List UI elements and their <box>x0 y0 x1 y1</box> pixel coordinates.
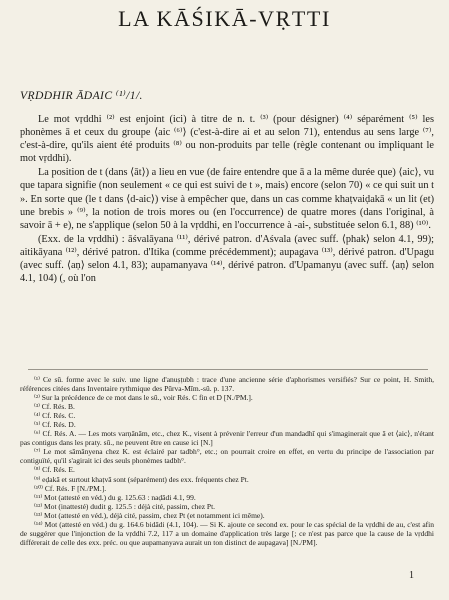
footnote-13: ⁽¹³⁾ Mot (attesté en véd.), déjà cité, passim, chez Pt (et notamment ici même). <box>34 510 265 520</box>
footnote-8: ⁽⁸⁾ Cf. Rés. E. <box>34 465 75 475</box>
footnote-5: ⁽⁵⁾ Cf. Rés. D. <box>34 420 76 430</box>
footnote-4: ⁽⁴⁾ Cf. Rés. C. <box>34 411 76 421</box>
footnote-divider <box>28 369 428 370</box>
footnote-14: ⁽¹⁴⁾ Mot (attesté en véd.) du g. 164.6 bidādi (4.1, 104). — Si K. ajoute ce second ex. pour le cas spécial de la vṛddhi de au, c'est afin de suggérer que l'injonction de la vṛddhi 7.2, 117 a un domaine d'application très large [; ce n'est pas parce que la cause de la vṛddhi différerait de celle des exx. préc. ou que aupamanyava aurait un ton distinct de aupagava] [N./PM]. <box>20 519 434 547</box>
page-number: 1 <box>409 570 414 581</box>
paragraph-2: La position de t (dans ⟨āt⟩) a lieu en vue (de faire entendre que ā a la même durée que) ⟨aic⟩, vu que tapara signifie (non seulement « ce qui est suivi de t », mais) encore (selon 70) « ce qui suit un t ». En sorte que (le t dans ⟨d-aic⟩) vise à empêcher que, dans un cas comme khaṭvaiḍakā « un lit (et) une brebis » ⁽⁹⁾, la notion de trois mores ou (en l'occurrence) de quatre mores (dans l'original, à savoir ā + e), ne s'applique (selon 50 à la vṛddhi, en l'occurrence à -ai-, substituée selon 6.1, 88) ⁽¹⁰⁾. <box>20 167 434 231</box>
footnote-9: ⁽⁹⁾ eḍakā et surtout khaṭvā sont (séparément) des exx. fréquents chez Pt. <box>34 474 249 484</box>
footnote-3: ⁽³⁾ Cf. Rés. B. <box>34 402 75 412</box>
footnote-6: ⁽⁶⁾ Cf. Rés. A. — Les mots varṇānām, etc., chez K., visent à prévenir l'erreur d'un mandadhī qui s'imaginerait que ā et ⟨aic⟩, n'étant pas contigus dans les praty. sū., ne peuvent être en cause ici [N.] <box>20 429 434 448</box>
sutra-heading: VṚDDHIR ĀDAIC ⁽¹⁾/1/. <box>20 89 143 102</box>
page-title: LA KĀŚIKĀ-VṚTTI <box>118 6 331 31</box>
footnotes <box>20 375 434 547</box>
footnote-10: ⁽¹⁰⁾ Cf. Rés. F [N./PM.]. <box>34 483 107 493</box>
paragraph-1: Le mot vṛddhi ⁽²⁾ est enjoint (ici) à titre de n. t. ⁽³⁾ (pour désigner) ⁽⁴⁾ séparément ⁽⁵⁾ les phonèmes ā et ceux du groupe ⟨aic ⁽⁶⁾⟩ (c'est-à-dire ai et au selon 71), entendus au sens large ⁽⁷⁾, c'est-à-dire, qu'ils aient été produits ⁽⁸⁾ ou non-produits par telle (règle contenant ou impliquant le mot vṛddhi). <box>20 114 434 165</box>
footnote-2: ⁽²⁾ Sur la précédence de ce mot dans le sū., voir Rés. C fin et D [N./PM.]. <box>34 393 253 403</box>
main-text <box>20 113 434 285</box>
footnote-11: ⁽¹¹⁾ Mot (attesté en véd.) du g. 125.63 : naḍādi 4.1, 99. <box>34 492 196 502</box>
footnote-7: ⁽⁷⁾ Le mot sāmānyena chez K. est éclairé par tadbh°, etc.; on pourrait croire en effet, en vertu du principe de l'association par contiguïté, qu'il s'agirait ici des seuls phonèmes tadbh°. <box>20 447 434 466</box>
footnote-12: ⁽¹²⁾ Mot (inattesté) dudit g. 125.5 : déjà cité, passim, chez Pt. <box>34 501 216 511</box>
footnote-1: ⁽¹⁾ Ce sū. forme avec le suiv. une ligne d'anuṣṭubh : trace d'une ancienne série d'aphorismes versifiés? Sur ce point, H. Smith, références citées dans Inventaire rythmique des Pūrva-Mīm.-sū. p. 137. <box>20 375 434 394</box>
paragraph-3: (Exx. de la vṛddhi) : āśvalāyana ⁽¹¹⁾, dérivé patron. d'Aśvala (avec suff. ⟨phak⟩ selon 4.1, 99); aitikāyana ⁽¹²⁾, dérivé patron. d'Itika (comme précédemment); aupagava ⁽¹³⁾, dérivé patron. d'Upagu (avec suff. ⟨aṇ⟩ selon 4.1, 83); aupamanyava ⁽¹⁴⁾, dérivé patron. d'Upamanyu (avec suff. ⟨aṇ⟩ selon 4.1, 104) (, où l'on <box>20 233 434 285</box>
